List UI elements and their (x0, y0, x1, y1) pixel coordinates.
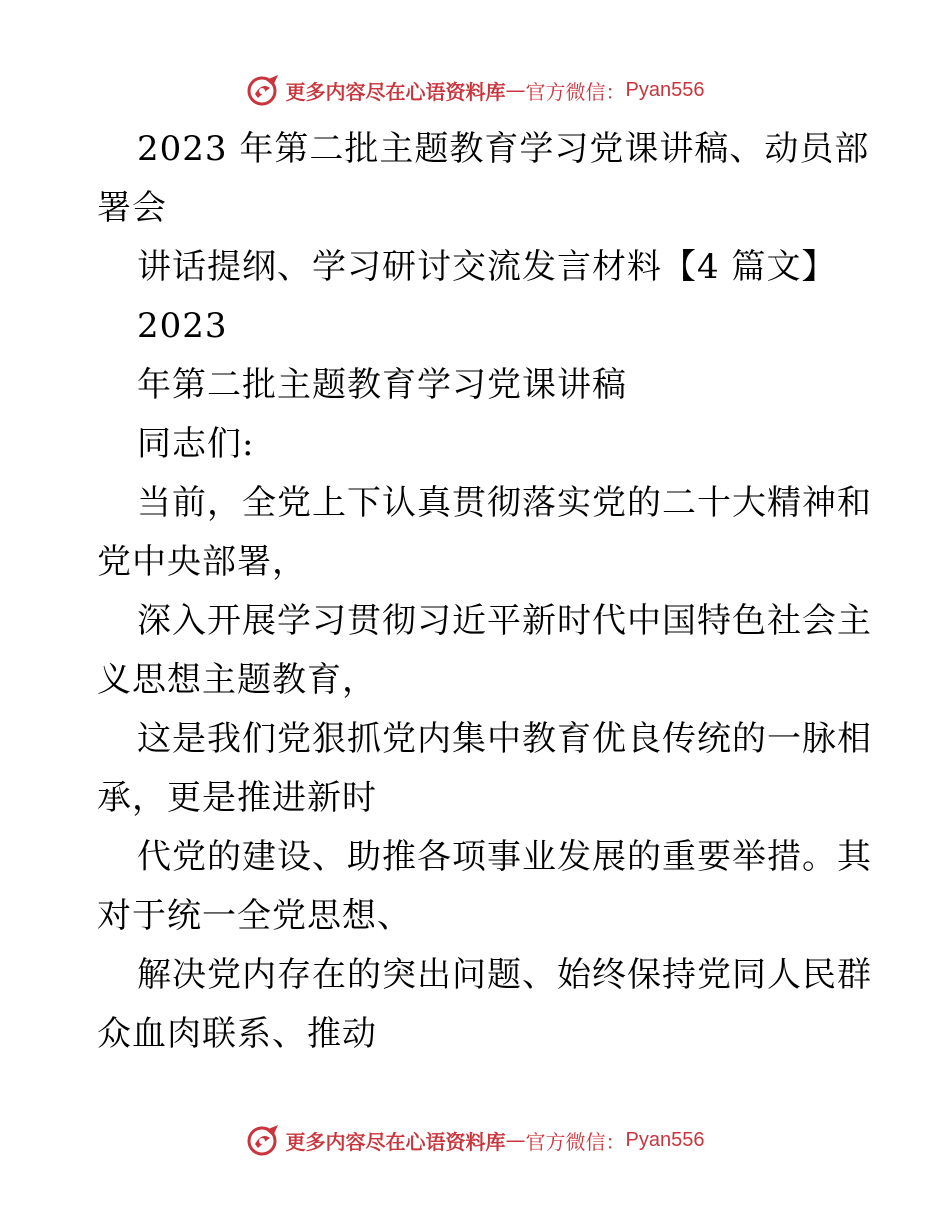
banner-text: 更多内容尽在心语资料库 (285, 79, 506, 104)
body-line: 党中央部署， (97, 542, 307, 582)
body-line: 当前，全党上下认真贯彻落实党的二十大精神和 (137, 483, 872, 523)
banner-wechat-id: Pyan556 (625, 78, 705, 101)
banner-dash: — (505, 78, 526, 102)
body-line: 承，更是推进新时 (97, 778, 377, 818)
body-line: 义思想主题教育， (97, 660, 377, 700)
brand-logo-icon (246, 1122, 282, 1158)
body-line: 代党的建设、助推各项事业发展的重要举措。其 (137, 837, 872, 877)
document-body (97, 120, 872, 1064)
body-line: 众血肉联系、推动 (97, 1014, 377, 1054)
body-line: 2023 (137, 306, 228, 346)
body-line: 这是我们党狠抓党内集中教育优良传统的一脉相 (137, 719, 872, 759)
body-line: 同志们: (137, 424, 255, 464)
banner-text: 更多内容尽在心语资料库 (285, 1129, 506, 1154)
banner-wechat-id: Pyan556 (625, 1128, 705, 1151)
brand-logo-icon (246, 72, 282, 108)
body-line: 2023 年第二批主题教育学习党课讲稿、动员部 (137, 129, 870, 169)
body-line: 解决党内存在的突出问题、始终保持党同人民群 (137, 955, 872, 995)
banner-wechat-label: 官方微信： (525, 79, 626, 104)
banner-wechat-label: 官方微信： (525, 1129, 626, 1154)
header-watermark (0, 70, 950, 110)
banner-dash: — (505, 1128, 526, 1152)
footer-watermark (0, 1120, 950, 1160)
body-line: 深入开展学习贯彻习近平新时代中国特色社会主 (137, 601, 872, 641)
body-line: 署会 (97, 188, 167, 228)
body-line: 讲话提纲、学习研讨交流发言材料【4 篇文】 (137, 247, 837, 287)
body-line: 对于统一全党思想、 (97, 896, 412, 936)
body-line: 年第二批主题教育学习党课讲稿 (137, 365, 627, 405)
